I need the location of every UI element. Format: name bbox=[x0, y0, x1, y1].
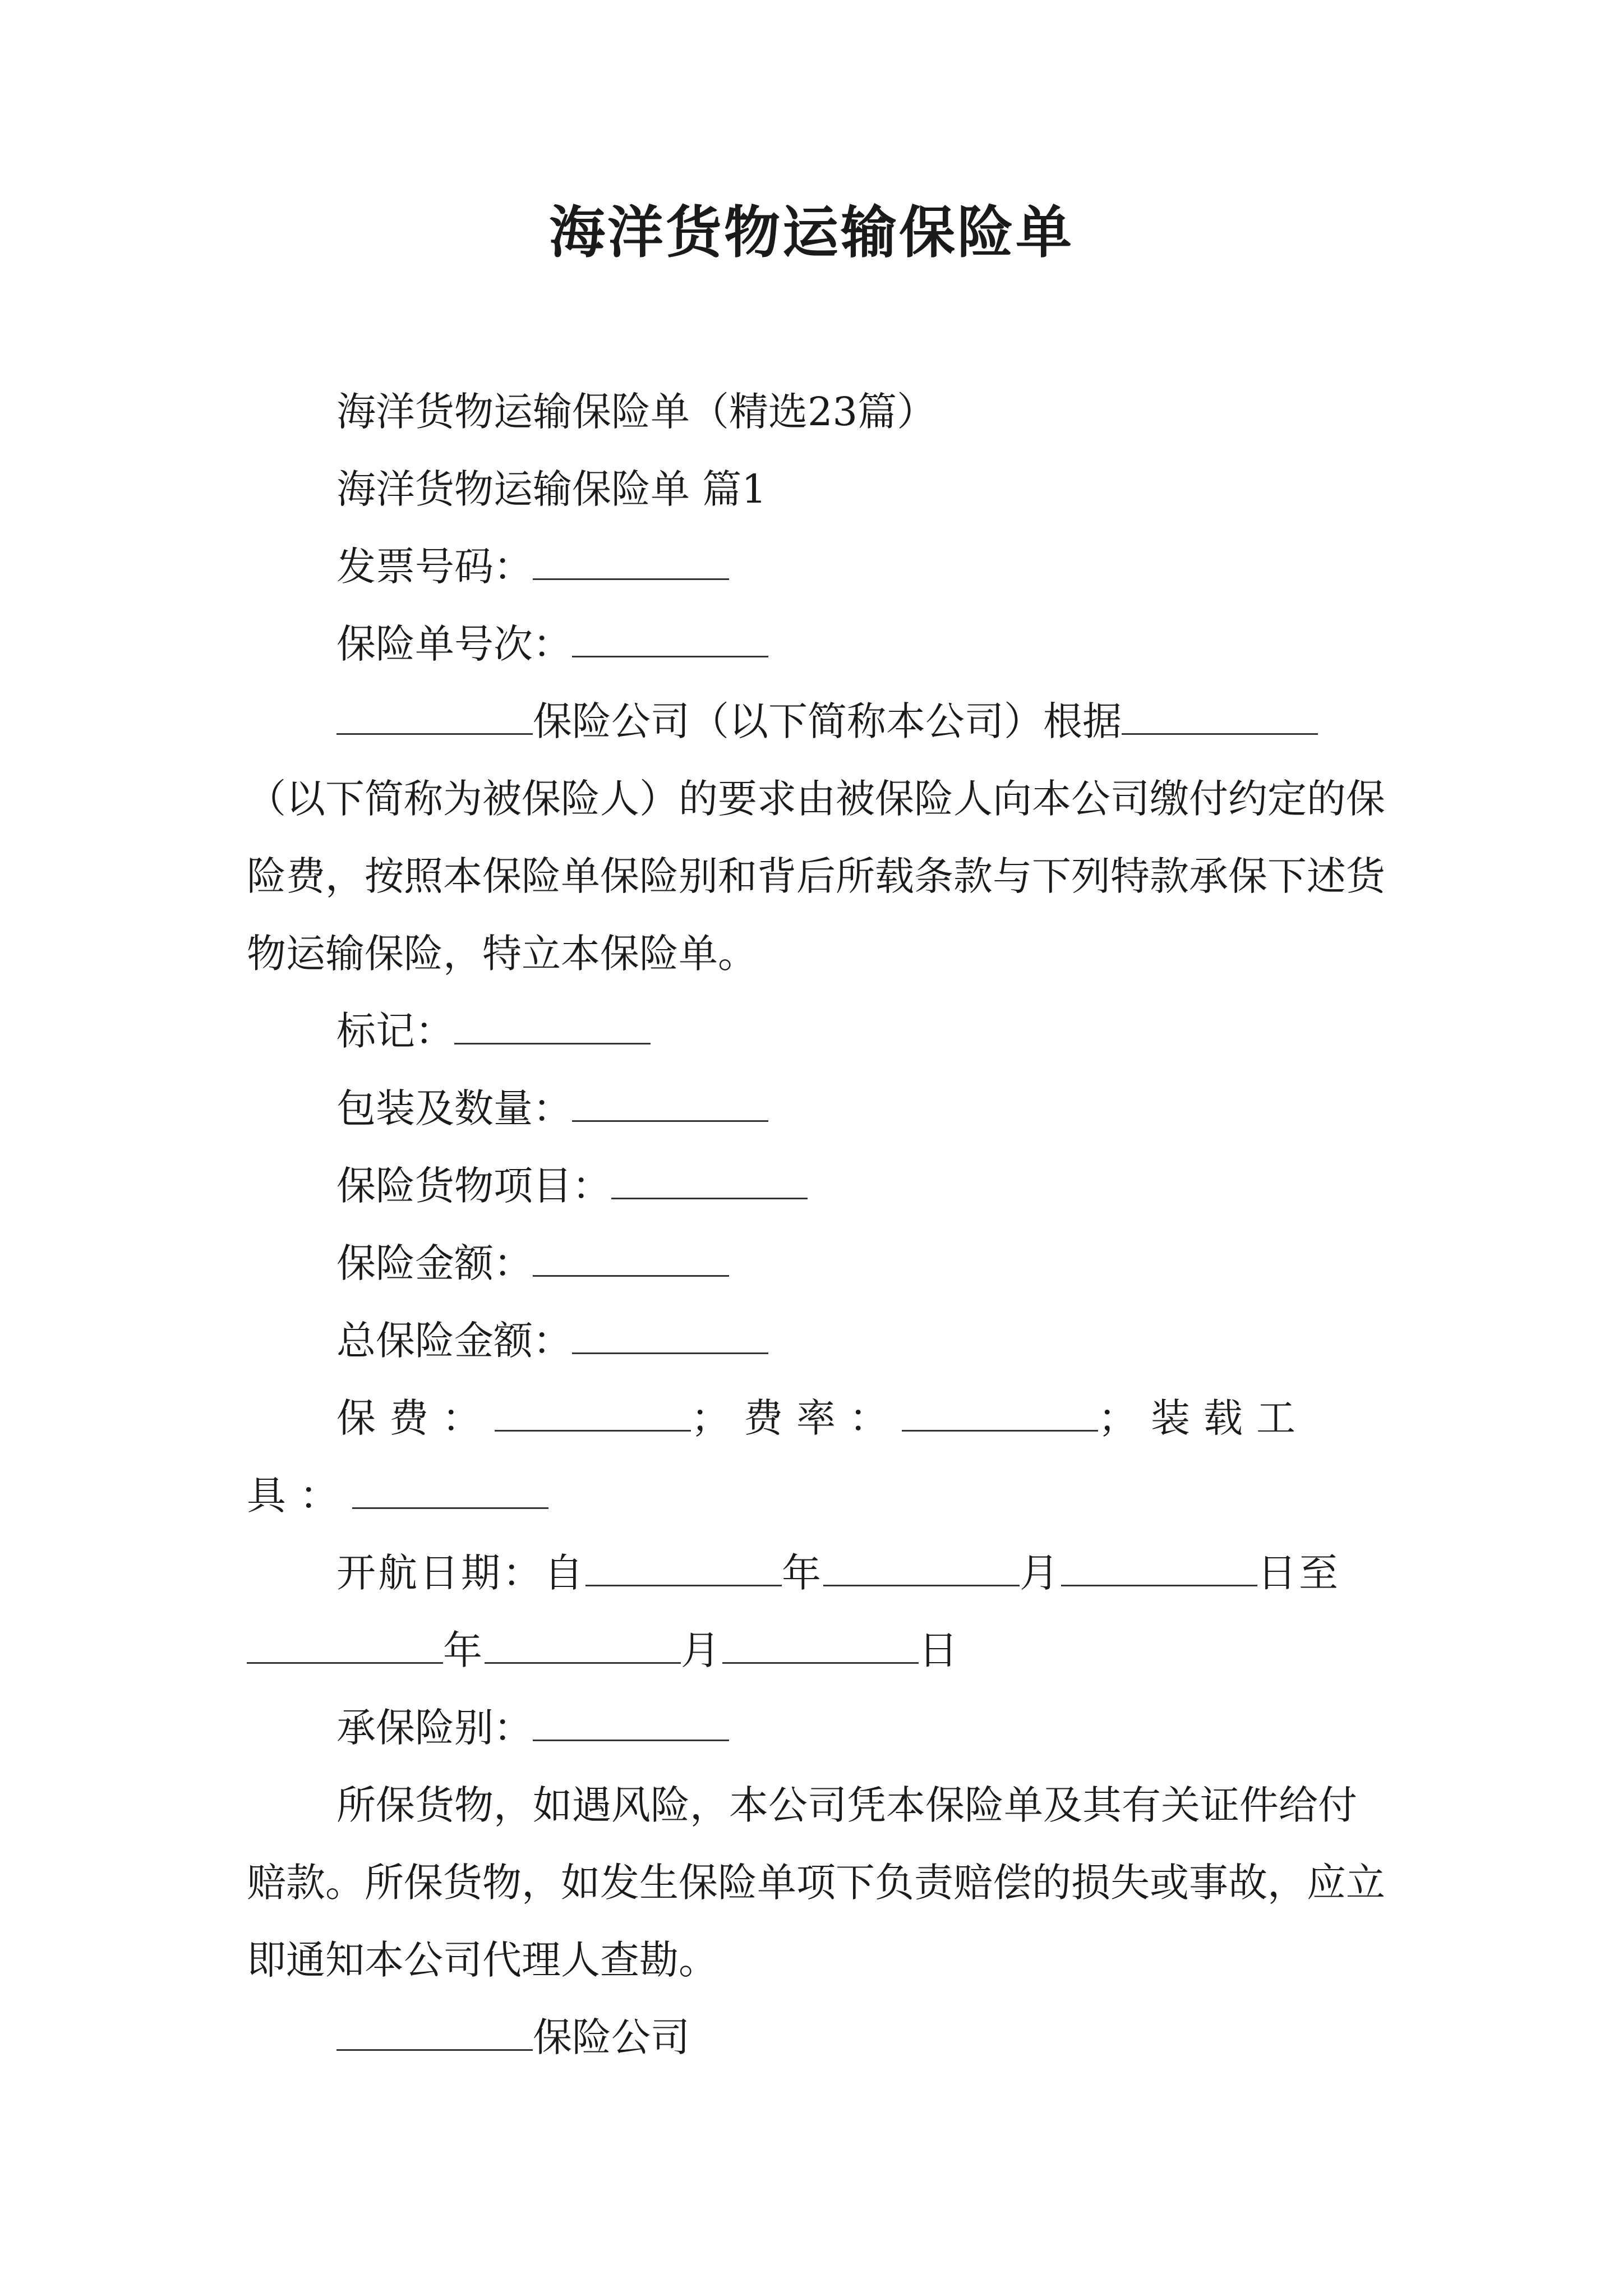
policy-number-line bbox=[247, 605, 1385, 683]
from-month-unit: 月 bbox=[1020, 1550, 1061, 1596]
total-amount-label: 总保险金额： bbox=[336, 1318, 572, 1364]
marks-label: 标记： bbox=[336, 1008, 454, 1054]
conveyance-blank[interactable] bbox=[352, 1474, 548, 1509]
intro-text-b: （以下简称为被保险人）的要求由被保险人向本公司缴付约定的保险费，按照本保险单保险别和背后所载条款与下列特款承保下述货物运输保险，特立本保险单。 bbox=[247, 776, 1385, 977]
rate-blank[interactable] bbox=[902, 1396, 1098, 1432]
sailing-date-line bbox=[247, 1534, 1385, 1689]
company-line bbox=[247, 1999, 1385, 2076]
from-year-unit: 年 bbox=[782, 1550, 823, 1596]
invoice-number-blank[interactable] bbox=[533, 545, 729, 580]
amount-line bbox=[247, 1225, 1385, 1302]
from-day-unit: 日至 bbox=[1257, 1550, 1340, 1596]
amount-blank[interactable] bbox=[533, 1241, 729, 1277]
intro-paragraph bbox=[247, 683, 1385, 992]
marks-line bbox=[247, 992, 1385, 1070]
total-amount-line bbox=[247, 1302, 1385, 1379]
conditions-blank[interactable] bbox=[533, 1706, 729, 1741]
items-label: 保险货物项目： bbox=[336, 1163, 611, 1209]
sailing-date-label: 开航日期：自 bbox=[336, 1550, 585, 1596]
claims-paragraph: 所保货物，如遇风险，本公司凭本保险单及其有关证件给付赔款。所保货物，如发生保险单项下负责赔偿的损失或事故，应立即通知本公司代理人查勘。 bbox=[247, 1782, 1385, 1983]
invoice-number-line bbox=[247, 528, 1385, 605]
items-line bbox=[247, 1147, 1385, 1225]
to-month-blank[interactable] bbox=[485, 1628, 681, 1664]
premium-line bbox=[247, 1379, 1385, 1534]
to-year-blank[interactable] bbox=[247, 1628, 443, 1664]
items-blank[interactable] bbox=[611, 1164, 808, 1199]
insurer-name-blank[interactable] bbox=[336, 700, 533, 735]
document-title: 海洋货物运输保险单 bbox=[549, 200, 1074, 265]
policy-number-blank[interactable] bbox=[572, 622, 768, 657]
document-body bbox=[247, 373, 1385, 2076]
intro-text-a: 保险公司（以下简称本公司）根据 bbox=[533, 698, 1122, 744]
premium-label: 保费： bbox=[336, 1395, 495, 1441]
to-day-blank[interactable] bbox=[722, 1628, 919, 1664]
to-day-unit: 日 bbox=[919, 1627, 960, 1673]
company-name-blank[interactable] bbox=[336, 2016, 533, 2051]
premium-blank[interactable] bbox=[495, 1396, 691, 1432]
marks-blank[interactable] bbox=[454, 1009, 651, 1045]
from-month-blank[interactable] bbox=[823, 1551, 1020, 1586]
company-label: 保险公司 bbox=[533, 2014, 690, 2060]
conditions-line bbox=[247, 1689, 1385, 1766]
to-month-unit: 月 bbox=[681, 1627, 722, 1673]
rate-label: ；费率： bbox=[691, 1395, 902, 1441]
from-day-blank[interactable] bbox=[1061, 1551, 1257, 1586]
to-year-unit: 年 bbox=[443, 1627, 485, 1673]
subtitle-line: 海洋货物运输保险单（精选23篇） bbox=[336, 389, 937, 435]
from-year-blank[interactable] bbox=[585, 1551, 782, 1586]
conveyance-label: ；装载工具： bbox=[247, 1395, 1309, 1519]
packing-blank[interactable] bbox=[572, 1087, 768, 1122]
packing-label: 包装及数量： bbox=[336, 1085, 572, 1131]
amount-label: 保险金额： bbox=[336, 1240, 533, 1286]
policy-number-label: 保险单号次： bbox=[336, 621, 572, 667]
invoice-number-label: 发票号码： bbox=[336, 544, 533, 590]
chapter-line: 海洋货物运输保险单 篇1 bbox=[336, 466, 767, 512]
total-amount-blank[interactable] bbox=[572, 1319, 768, 1354]
packing-line bbox=[247, 1070, 1385, 1147]
insured-name-blank[interactable] bbox=[1122, 700, 1318, 735]
conditions-label: 承保险别： bbox=[336, 1705, 533, 1751]
